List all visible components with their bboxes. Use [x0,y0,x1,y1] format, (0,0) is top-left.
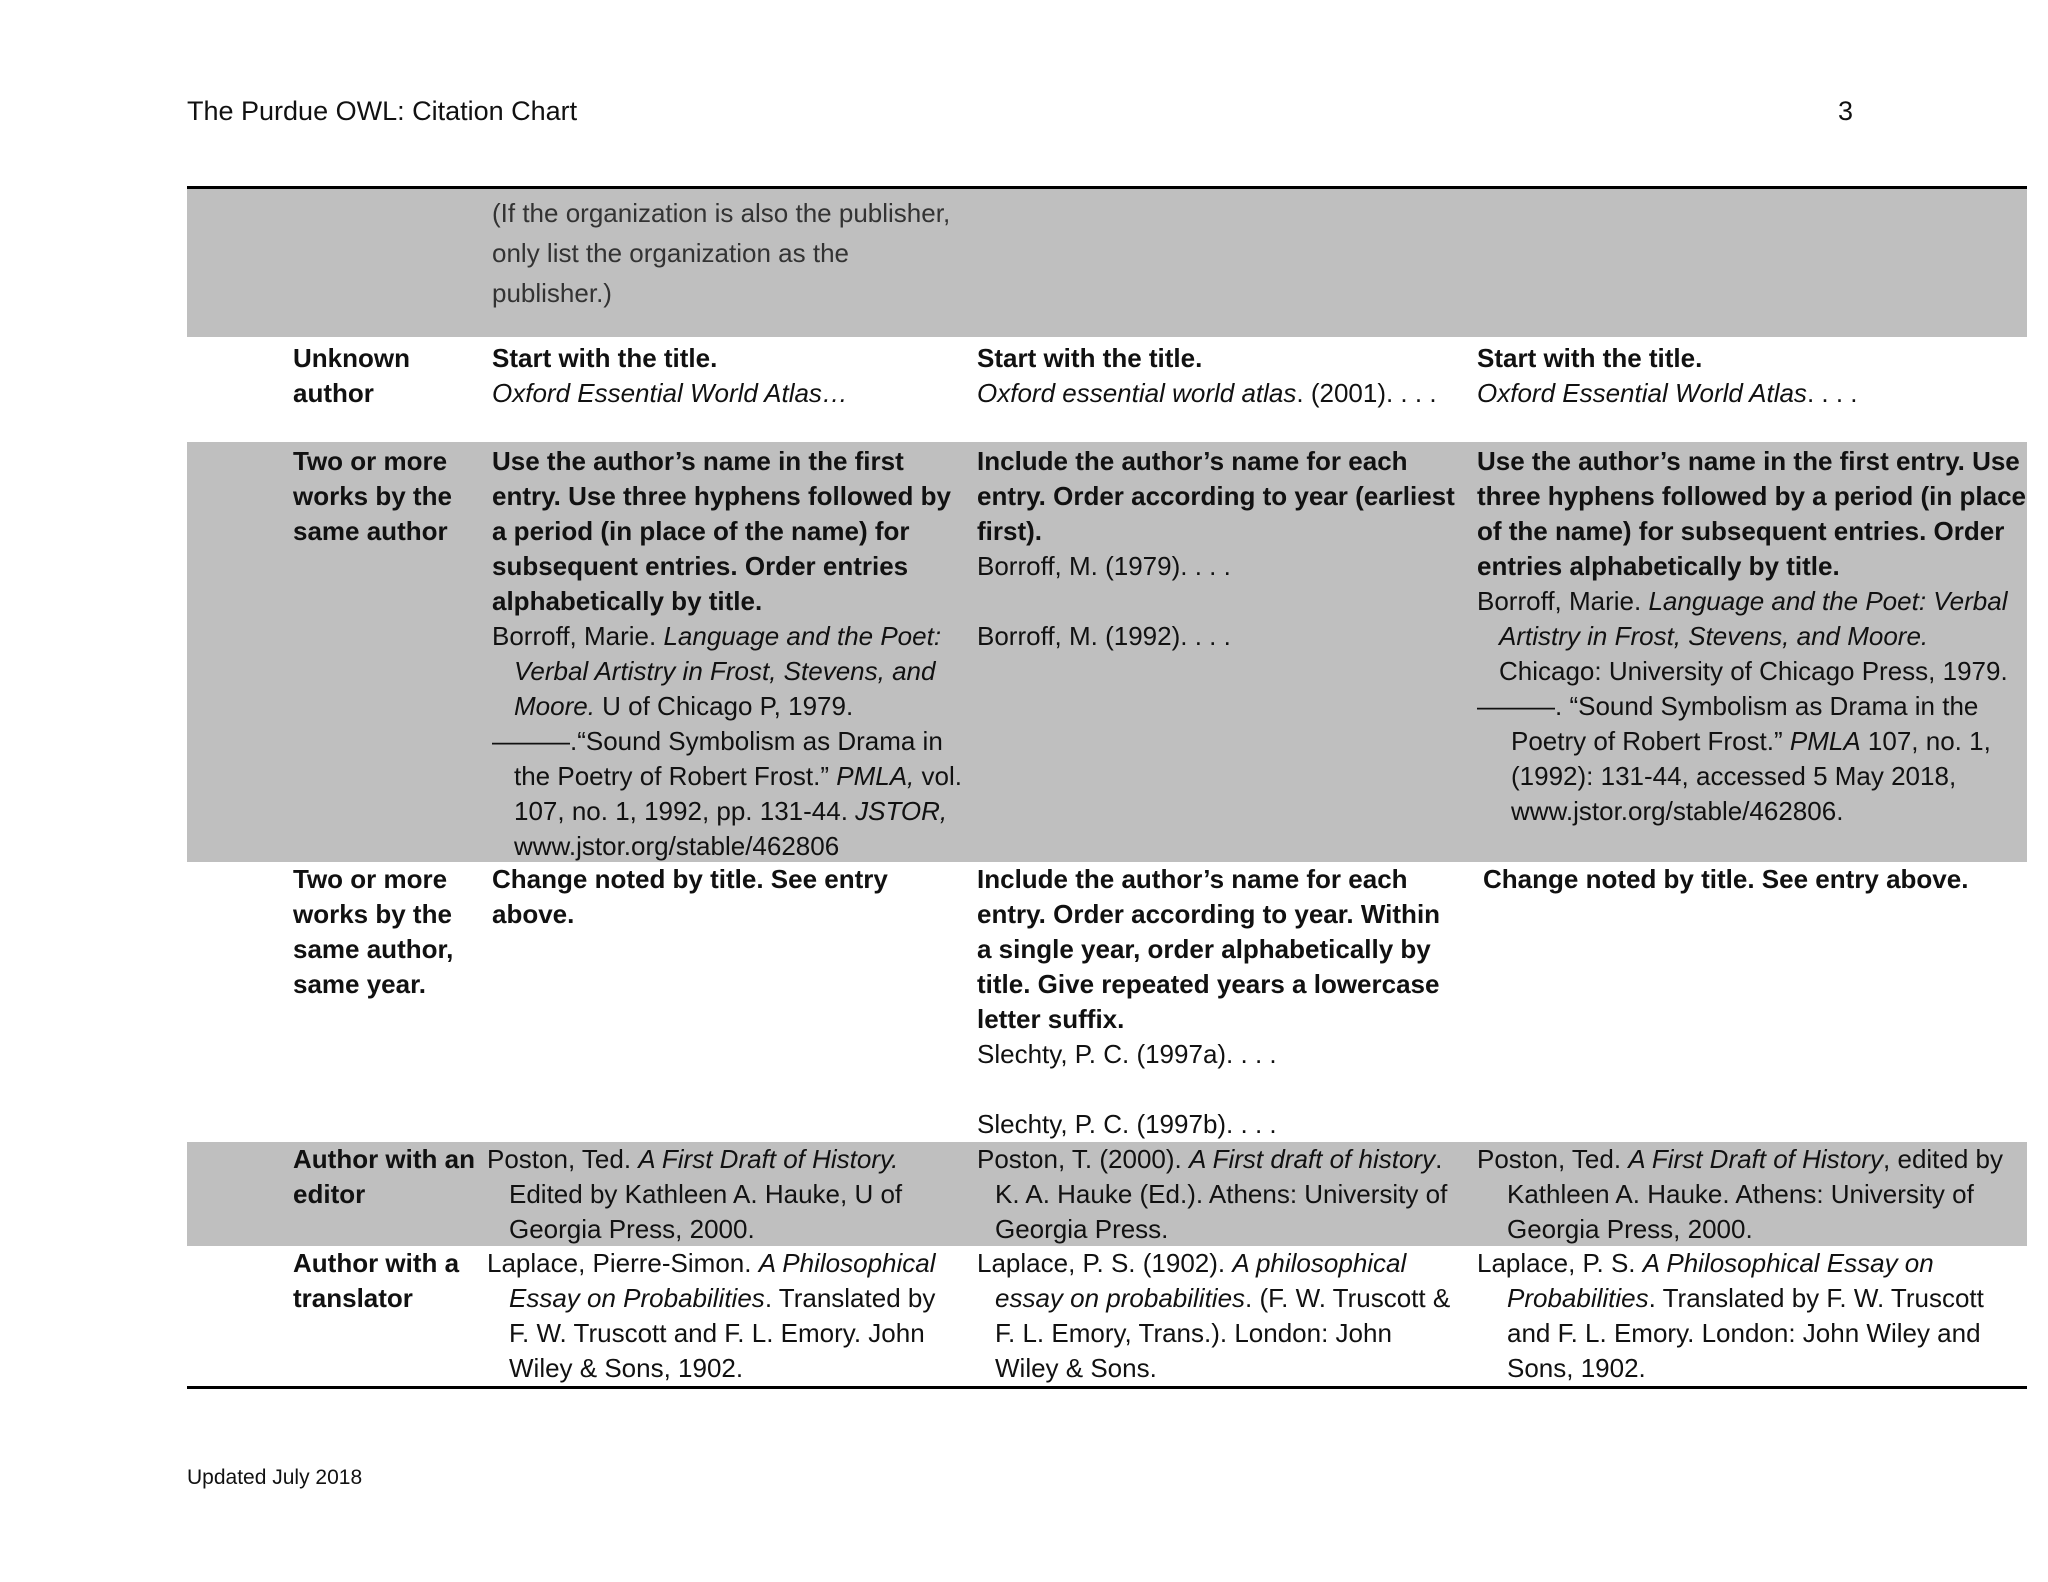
apa-example-entry: Borroff, M. (1992). . . . [977,621,1231,651]
chicago-cell [1477,1246,2027,1386]
apa-example-entry: Slechty, P. C. (1997a). . . . [977,1039,1277,1069]
mla-example-entry [487,1142,957,1247]
mla-example-entry [492,619,962,724]
mla-cell [492,862,962,932]
chicago-rule: Change noted by title. See entry above. [1483,864,1969,894]
apa-example-text: . (2001). . . . [1296,378,1437,408]
entry-text: Laplace, P. S. [1477,1248,1643,1278]
entry-text: Laplace, P. S. (1902). [977,1248,1233,1278]
mla-example-title: Oxford Essential World Atlas… [492,378,848,408]
entry-text: Laplace, Pierre-Simon. [487,1248,759,1278]
chicago-cell [1483,862,2033,897]
chicago-example-entry [1477,1246,2027,1386]
entry-text: , edited by Kathleen A. Hauke. Athens: University of Georgia Press, 2000. [1507,1144,2004,1244]
mla-cell [487,1142,957,1247]
page-header-title: The Purdue OWL: Citation Chart [187,96,578,126]
entry-title: A Philosophical Essay on Probabilities [1507,1248,1934,1313]
entry-text: . (F. W. Truscott & F. L. Emory, Trans.). London: John Wiley & Sons. [995,1283,1451,1383]
row-label: Author with a translator [293,1248,460,1313]
mla-rule: Start with the title. [492,343,718,373]
apa-rule: Include the author’s name for each entry. Order according to year (earliest first). [977,446,1455,546]
table-row-unknown-author [187,337,2027,442]
apa-example-title: Oxford essential world atlas [977,378,1297,408]
table-row-author-with-editor [187,1142,2027,1246]
apa-rule: Start with the title. [977,343,1203,373]
mla-cell [492,341,962,411]
entry-text: U of Chicago P, 1979. [594,691,854,721]
entry-text: Borroff, Marie. [1477,586,1649,616]
entry-title: A philosophical essay on probabilities [995,1248,1407,1313]
entry-title: A Philosophical Essay on Probabilities [509,1248,936,1313]
row-label: Unknown author [293,343,410,408]
apa-cell [977,862,1457,1142]
entry-text: . Translated by F. W. Truscott and F. L. Emory. John Wiley & Sons, 1902. [509,1283,936,1383]
chicago-example-entry [1477,584,2027,689]
chicago-rule: Use the author’s name in the first entry. Use three hyphens followed by a period (in place of the name) for subsequent entries. Order entries alphabetically by title. [1477,446,2026,581]
chicago-cell [1477,341,2027,411]
entry-title: A First draft of history [1188,1144,1436,1174]
chicago-rule: Start with the title. [1477,343,1703,373]
row-label: Two or more works by the same author [293,446,452,546]
row-label: Two or more works by the same author, same year. [293,864,454,999]
entry-text: ———. “Sound Symbolism as Drama in the Poetry of Robert Frost.” [1477,691,1979,756]
entry-text: Poston, Ted. [1477,1144,1629,1174]
mla-rule: Use the author’s name in the first entry. Use three hyphens followed by a period (in place of the name) for subsequent entries. Order entries alphabetically by title. [492,446,951,616]
mla-example-entry [492,724,962,864]
mla-rule: Change noted by title. See entry above. [492,864,888,929]
entry-journal: PMLA [1789,726,1861,756]
apa-example-entry [977,1142,1457,1247]
mla-cell [487,1246,957,1386]
page-number: 3 [1838,96,1854,126]
entry-text: vol. 107, no. 1, 1992, pp. 131-44. [514,761,962,826]
chicago-cell [1477,1142,2027,1247]
entry-text: Edited by Kathleen A. Hauke, U of Georgia Press, 2000. [509,1179,903,1244]
entry-title: A First Draft of History [1628,1144,1884,1174]
mla-example-entry [487,1246,957,1386]
entry-text: . Translated by F. W. Truscott and F. L. Emory. London: John Wiley and Sons, 1902. [1507,1283,1984,1383]
entry-text: Poston, Ted. [487,1144,639,1174]
table-row-same-author-same-year [187,862,2027,1142]
apa-example-entry [977,1246,1457,1386]
entry-database: JSTOR, [855,796,948,826]
chicago-example-text: . . . . [1806,378,1858,408]
apa-cell [977,444,1457,654]
entry-journal: PMLA, [836,761,915,791]
chicago-example-title: Oxford Essential World Atlas [1477,378,1807,408]
chicago-example-entry [1477,1142,2027,1247]
table-row-two-works-same-author [187,442,2027,862]
apa-rule: Include the author’s name for each entry. Order according to year. Within a single year, order alphabetically by title. Give repeated years a lowercase letter suffix. [977,864,1441,1034]
table-row-organization-continued [187,189,2027,337]
entry-title: Language and the Poet: Verbal Artistry in Frost, Stevens, and Moore. [1499,586,2008,651]
entry-text: www.jstor.org/stable/462806 [514,831,840,861]
page-footer-updated: Updated July 2018 [187,1466,363,1489]
mla-cell: (If the organization is also the publisher, only list the organization as the publisher.) [492,198,951,308]
apa-cell [977,1142,1457,1247]
entry-text: Poston, T. (2000). [977,1144,1189,1174]
apa-example-entry: Borroff, M. (1979). . . . [977,551,1231,581]
chicago-example-entry [1477,689,2027,829]
entry-title: A First Draft of History. [638,1144,899,1174]
entry-text: ———.“Sound Symbolism as Drama in the Poetry of Robert Frost.” [492,726,943,791]
row-label: Author with an editor [293,1144,475,1209]
apa-cell [977,1246,1457,1386]
entry-text: Chicago: University of Chicago Press, 1979. [1499,656,2008,686]
citation-chart-table [187,186,2027,1389]
mla-cell [492,444,962,864]
chicago-cell [1477,444,2027,829]
table-row-author-with-translator [187,1246,2027,1386]
apa-cell [977,341,1457,411]
entry-text: Borroff, Marie. [492,621,664,651]
entry-text: . K. A. Hauke (Ed.). Athens: University of Georgia Press. [995,1144,1448,1244]
entry-text: 107, no. 1, (1992): 131-44, accessed 5 May 2018, www.jstor.org/stable/462806. [1511,726,1991,826]
entry-title: Language and the Poet: Verbal Artistry in Frost, Stevens, and Moore. [514,621,942,721]
apa-example-entry: Slechty, P. C. (1997b). . . . [977,1109,1277,1139]
